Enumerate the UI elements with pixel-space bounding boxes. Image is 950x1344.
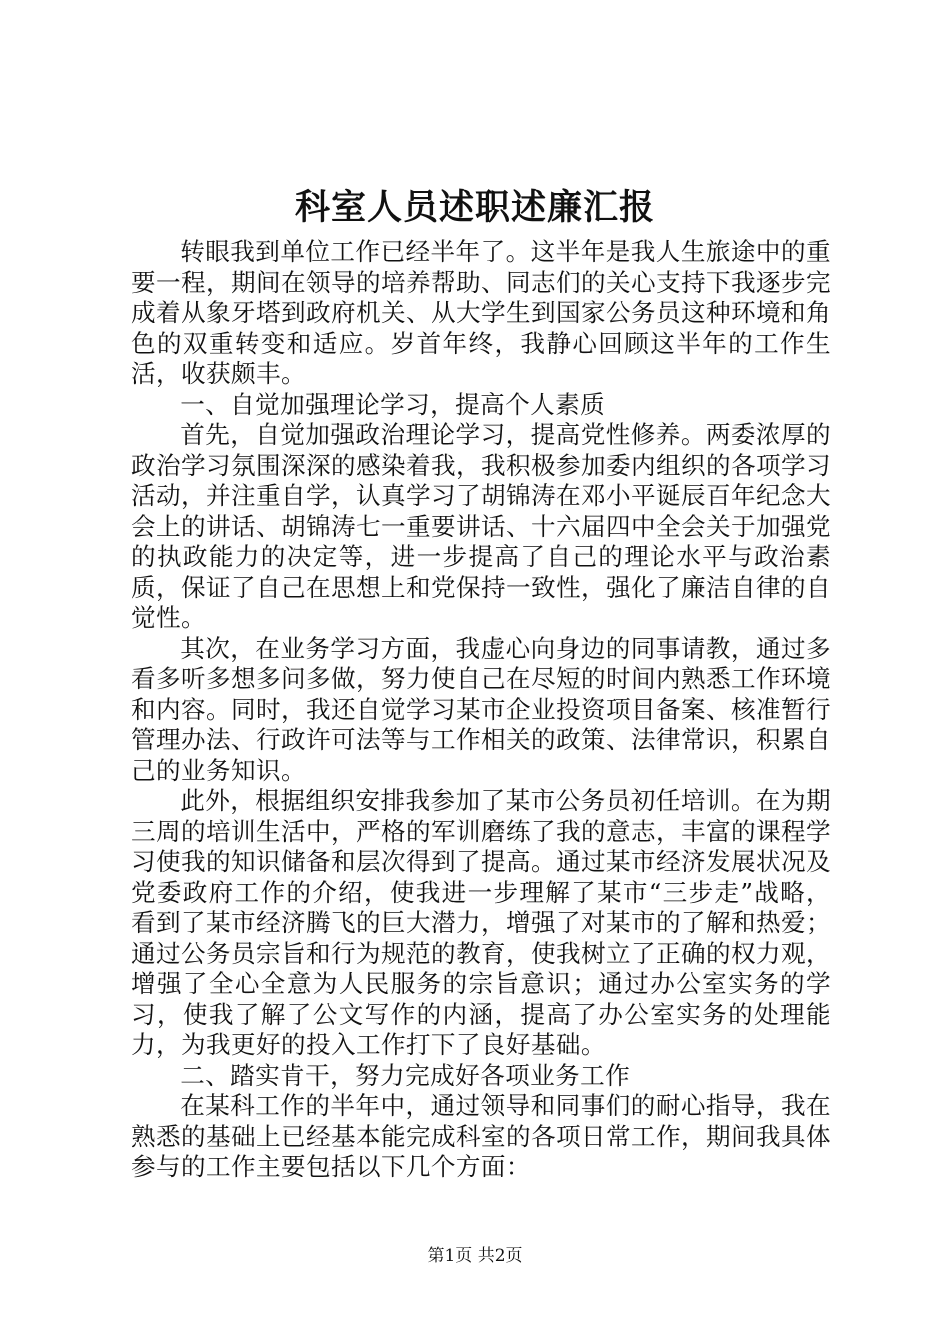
- paragraph-intro: 转眼我到单位工作已经半年了。这半年是我人生旅途中的重要一程，期间在领导的培养帮助、同志们的关心支持下我逐步完成着从象牙塔到政府机关、从大学生到国家公务员这种环境和角色的双重转变和适应。岁首年终，我静心回顾这半年的工作生活，收获颇丰。: [131, 237, 831, 388]
- page-footer: 第1页 共2页: [427, 1246, 523, 1266]
- paragraph-work: 在某科工作的半年中，通过领导和同事们的耐心指导，我在熟悉的基础上已经基本能完成科室的各项日常工作，期间我具体参与的工作主要包括以下几个方面：: [131, 1091, 831, 1181]
- paragraph-business-study: 其次，在业务学习方面，我虚心向身边的同事请教，通过多看多听多想多问多做，努力使自己在尽短的时间内熟悉工作环境和内容。同时，我还自觉学习某市企业投资项目备案、核准暂行管理办法、行政许可法等与工作相关的政策、法律常识，积累自己的业务知识。: [131, 633, 831, 785]
- section-heading-2: 二、踏实肯干，努力完成好各项业务工作: [180, 1060, 631, 1090]
- document-body: [131, 237, 831, 1183]
- paragraph-political-study: 首先，自觉加强政治理论学习，提高党性修养。两委浓厚的政治学习氛围深深的感染着我，我积极参加委内组织的各项学习活动，并注重自学，认真学习了胡锦涛在邓小平诞辰百年纪念大会上的讲话、胡锦涛七一重要讲话、十六届四中全会关于加强党的执政能力的决定等，进一步提高了自己的理论水平与政治素质，保证了自己在思想上和党保持一致性，强化了廉洁自律的自觉性。: [131, 420, 831, 632]
- paragraph-training: 此外，根据组织安排我参加了某市公务员初任培训。在为期三周的培训生活中，严格的军训磨练了我的意志，丰富的课程学习使我的知识储备和层次得到了提高。通过某市经济发展状况及党委政府工作的介绍，使我进一步理解了某市“三步走”战略，看到了某市经济腾飞的巨大潜力，增强了对某市的了解和热爱；通过公务员宗旨和行为规范的教育，使我树立了正确的权力观，增强了全心全意为人民服务的宗旨意识；通过办公室实务的学习，使我了解了公文写作的内涵，提高了办公室实务的处理能力，为我更好的投入工作打下了良好基础。: [131, 786, 831, 1059]
- section-heading-1: 一、自觉加强理论学习，提高个人素质: [180, 389, 606, 419]
- document-title: 科室人员述职述廉汇报: [294, 187, 655, 228]
